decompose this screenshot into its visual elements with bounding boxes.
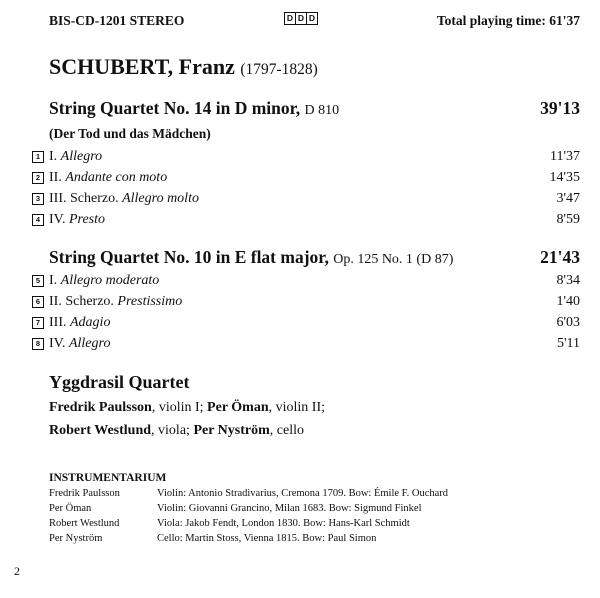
track-roman: II. [49,294,62,309]
performer-name: Per Öman [207,400,269,415]
performer-name: Per Nyström [193,423,270,438]
track-title [49,212,105,228]
instrument-description: Violin: Giovanni Grancino, Milan 1683. Bow: Sigmund Finkel [157,503,422,514]
track-number: 5 [32,275,44,287]
instrument-description: Cello: Martin Stoss, Vienna 1815. Bow: Paul Simon [157,533,377,544]
work-catalog: Op. 125 No. 1 (D 87) [333,252,454,267]
composer-name: SCHUBERT, Franz [49,54,235,79]
work-title [49,247,453,268]
ddd-letter: D [285,13,296,24]
track-title [49,170,167,186]
track-duration: 1'40 [556,294,580,309]
track-title [49,149,102,165]
track-prefix: Scherzo. [70,191,119,206]
instrument-description: Viola: Jakob Fendt, London 1830. Bow: Hans-Karl Schmidt [157,518,410,529]
track-duration: 8'59 [556,212,580,227]
instrument-player: Fredrik Paulsson [49,488,120,499]
ddd-code [284,12,318,25]
ddd-letter: D [308,13,316,23]
track-number: 4 [32,214,44,226]
work-title-text: String Quartet No. 14 in D minor, [49,98,301,118]
work-duration: 21'43 [540,247,580,267]
ddd-letter: D [296,13,307,24]
track-roman: IV. [49,336,66,351]
track-tempo: Adagio [70,315,111,330]
track-tempo: Presto [68,212,106,227]
track-tempo: Allegro molto [122,191,199,206]
performer-role: , violin II; [268,400,326,415]
instrument-player: Per Öman [49,503,92,514]
track-duration: 8'34 [556,273,580,288]
track-number: 2 [32,172,44,184]
track-tempo: Prestissimo [117,294,183,309]
composer-heading [49,54,318,80]
work-title-text: String Quartet No. 10 in E flat major, [49,247,329,267]
instrument-description: Violin: Antonio Stradivarius, Cremona 1709. Bow: Émile F. Ouchard [157,488,449,499]
track-roman: III. [49,191,67,206]
instrument-player: Per Nyström [49,533,103,544]
track-duration: 11'37 [549,149,580,164]
track-number: 6 [32,296,44,308]
performers-line [49,423,304,439]
total-playing-time: Total playing time: 61'37 [436,13,580,28]
performer-role: , violin I; [151,400,208,415]
track-roman: II. [49,170,62,185]
track-duration: 14'35 [549,170,580,185]
instrumentarium-heading: INSTRUMENTARIUM [49,472,167,484]
page-number: 2 [14,564,20,578]
catalog-number: BIS-CD-1201 STEREO [49,13,185,28]
performer-role: , cello [269,423,304,438]
performers-line [49,400,325,416]
track-tempo: Andante con moto [65,170,168,185]
work-subtitle: (Der Tod und das Mädchen) [49,126,211,141]
composer-dates: (1797-1828) [240,61,318,78]
ensemble-name: Yggdrasil Quartet [49,372,190,392]
work-title [49,98,339,119]
work-duration: 39'13 [540,98,580,118]
track-roman: IV. [49,212,66,227]
instrument-player: Robert Westlund [49,518,120,529]
track-number: 7 [32,317,44,329]
track-roman: I. [49,149,58,164]
track-duration: 6'03 [556,315,580,330]
track-number: 3 [32,193,44,205]
track-prefix: Scherzo. [65,294,114,309]
track-title [49,315,110,331]
track-tempo: Allegro moderato [60,273,160,288]
performer-role: , viola; [151,423,194,438]
performer-name: Robert Westlund [49,423,152,438]
track-title [49,336,110,352]
track-roman: III. [49,315,67,330]
track-title [49,191,199,207]
track-title [49,273,159,289]
track-duration: 5'11 [556,336,580,351]
performer-name: Fredrik Paulsson [49,400,152,415]
track-tempo: Allegro [68,336,111,351]
track-tempo: Allegro [60,149,103,164]
track-title [49,294,182,310]
work-catalog: D 810 [304,103,340,118]
track-duration: 3'47 [556,191,580,206]
track-number: 1 [32,151,44,163]
track-number: 8 [32,338,44,350]
track-roman: I. [49,273,58,288]
